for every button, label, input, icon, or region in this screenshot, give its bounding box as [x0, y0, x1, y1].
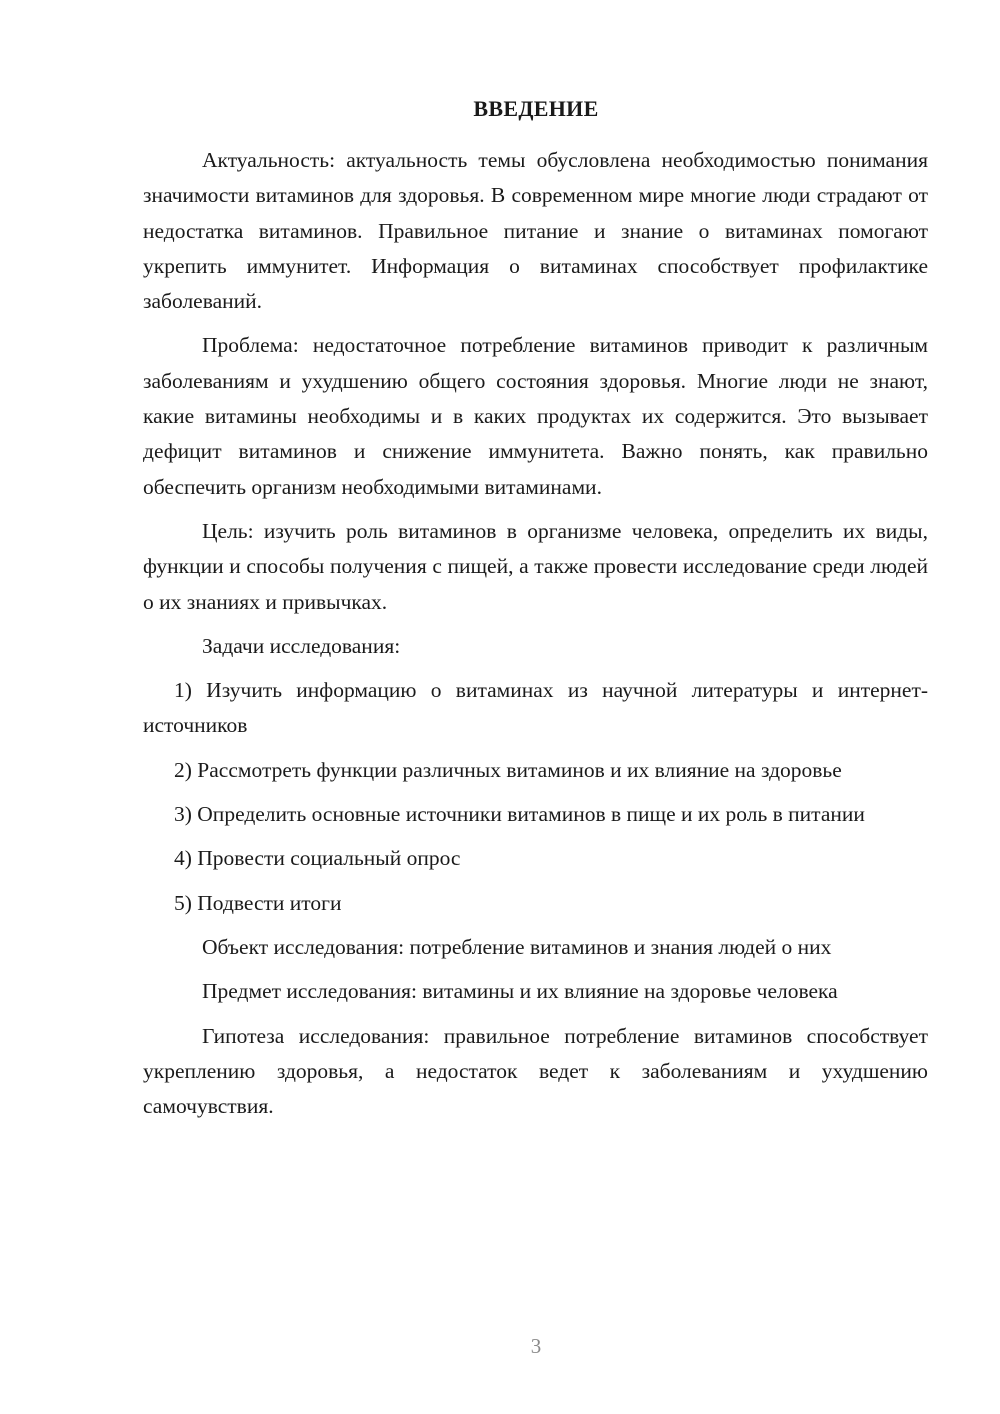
task-item-5: 5) Подвести итоги	[174, 890, 342, 915]
paragraph-relevance: Актуальность: актуальность темы обусловлена необходимостью понимания значимости витаминов для здоровья. В современном мире многие люди страдают от недостатка витаминов. Правильное питание и знание о витаминах помогают укрепить иммунитет. Информация о витаминах способствует профилактике заболеваний.	[143, 148, 928, 314]
page-number: 3	[530, 1334, 542, 1358]
paragraph-object: Объект исследования: потребление витаминов и знания людей о них	[202, 934, 832, 959]
task-item-1: 1) Изучить информацию о витаминах из научной литературы и интернет-источников	[143, 678, 928, 738]
paragraph-tasks-heading: Задачи исследования:	[202, 633, 401, 658]
page-title: ВВЕДЕНИЕ	[473, 96, 599, 121]
task-item-2: 2) Рассмотреть функции различных витаминов и их влияние на здоровье	[174, 757, 842, 782]
paragraph-goal: Цель: изучить роль витаминов в организме человека, определить их виды, функции и способы получения с пищей, а также провести исследование среди людей о их знаниях и привычках.	[143, 518, 928, 614]
paragraph-hypothesis: Гипотеза исследования: правильное потребление витаминов способствует укреплению здоровья, а недостаток ведет к заболеваниям и ухудшению самочувствия.	[143, 1023, 928, 1119]
task-item-4: 4) Провести социальный опрос	[174, 846, 461, 871]
document-body	[143, 143, 928, 1133]
task-item-3: 3) Определить основные источники витаминов в пище и их роль в питании	[174, 802, 865, 827]
paragraph-subject: Предмет исследования: витамины и их влияние на здоровье человека	[202, 979, 838, 1004]
paragraph-problem: Проблема: недостаточное потребление витаминов приводит к различным заболеваниям и ухудшению общего состояния здоровья. Многие люди не знают, какие витамины необходимы и в каких продуктах их содержится. Это вызывает дефицит витаминов и снижение иммунитета. Важно понять, как правильно обеспечить организм необходимыми витаминами.	[143, 333, 928, 499]
